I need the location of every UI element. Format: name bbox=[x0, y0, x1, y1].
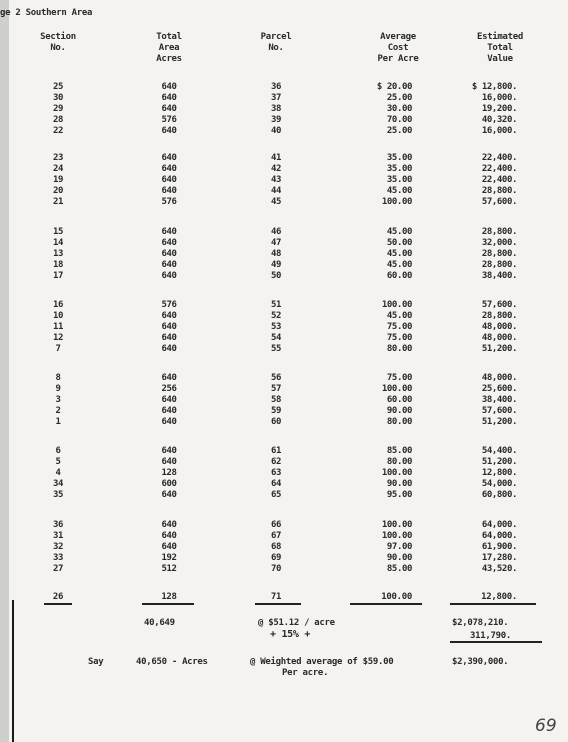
table-cell-cost: 80.00 bbox=[386, 457, 412, 467]
weighted-average-line1: @ Weighted average of $59.00 bbox=[250, 657, 394, 667]
table-cell-parcel: 62 bbox=[270, 457, 282, 467]
last-row-parcel: 71 bbox=[270, 592, 282, 602]
table-cell-parcel: 69 bbox=[270, 553, 282, 563]
table-cell-value: 64,000. bbox=[481, 531, 517, 541]
table-cell-value: 38,400. bbox=[481, 395, 517, 405]
last-row-cost: 100.00 bbox=[381, 592, 412, 602]
table-cell-value: 48,000. bbox=[481, 373, 517, 383]
table-cell-cost: 100.00 bbox=[381, 384, 412, 394]
table-cell-area: 640 bbox=[161, 186, 177, 196]
table-cell-cost: 95.00 bbox=[386, 490, 412, 500]
table-cell-value: 48,000. bbox=[481, 322, 517, 332]
table-cell-cost: 100.00 bbox=[381, 520, 412, 530]
table-cell-section: 13 bbox=[52, 249, 64, 259]
table-cell-parcel: 54 bbox=[270, 333, 282, 343]
table-cell-section: 22 bbox=[52, 126, 64, 136]
table-cell-area: 640 bbox=[161, 93, 177, 103]
table-cell-section: 34 bbox=[52, 479, 64, 489]
table-cell-area: 640 bbox=[161, 271, 177, 281]
header-section-line1: Section bbox=[40, 32, 76, 42]
table-cell-value: 32,000. bbox=[481, 238, 517, 248]
table-cell-parcel: 60 bbox=[270, 417, 282, 427]
table-cell-value: 57,600. bbox=[481, 197, 517, 207]
table-cell-cost: 45.00 bbox=[386, 260, 412, 270]
table-cell-cost: 85.00 bbox=[386, 446, 412, 456]
table-cell-parcel: 41 bbox=[270, 153, 282, 163]
table-cell-section: 12 bbox=[52, 333, 64, 343]
table-cell-section: 5 bbox=[55, 457, 61, 467]
table-cell-area: 640 bbox=[161, 238, 177, 248]
last-row-value: 12,800. bbox=[481, 592, 517, 602]
table-cell-parcel: 61 bbox=[270, 446, 282, 456]
table-cell-parcel: 58 bbox=[270, 395, 282, 405]
table-cell-parcel: 37 bbox=[270, 93, 282, 103]
table-cell-area: 576 bbox=[161, 300, 177, 310]
table-cell-parcel: 48 bbox=[270, 249, 282, 259]
table-cell-cost: 35.00 bbox=[386, 164, 412, 174]
header-value bbox=[468, 32, 532, 65]
table-cell-cost: 60.00 bbox=[386, 395, 412, 405]
table-cell-parcel: 39 bbox=[270, 115, 282, 125]
table-cell-section: 18 bbox=[52, 260, 64, 270]
table-cell-parcel: 63 bbox=[270, 468, 282, 478]
table-cell-parcel: 65 bbox=[270, 490, 282, 500]
table-cell-section: 25 bbox=[52, 82, 64, 92]
table-cell-area: 640 bbox=[161, 406, 177, 416]
table-cell-cost: 45.00 bbox=[386, 249, 412, 259]
table-cell-cost: 70.00 bbox=[386, 115, 412, 125]
table-cell-value: 60,800. bbox=[481, 490, 517, 500]
table-cell-cost: 90.00 bbox=[386, 553, 412, 563]
table-cell-section: 10 bbox=[52, 311, 64, 321]
table-cell-value: 64,000. bbox=[481, 520, 517, 530]
table-cell-cost: 45.00 bbox=[386, 227, 412, 237]
table-cell-value: 57,600. bbox=[481, 300, 517, 310]
table-cell-section: 21 bbox=[52, 197, 64, 207]
table-cell-value: 16,000. bbox=[481, 126, 517, 136]
table-cell-value: 40,320. bbox=[481, 115, 517, 125]
table-cell-area: 640 bbox=[161, 126, 177, 136]
table-cell-cost: 97.00 bbox=[386, 542, 412, 552]
table-cell-parcel: 66 bbox=[270, 520, 282, 530]
table-cell-section: 20 bbox=[52, 186, 64, 196]
underline-area bbox=[142, 603, 194, 605]
header-cost-line3: Per Acre bbox=[377, 54, 419, 64]
table-cell-parcel: 59 bbox=[270, 406, 282, 416]
table-cell-section: 14 bbox=[52, 238, 64, 248]
table-cell-area: 640 bbox=[161, 82, 177, 92]
table-cell-parcel: 47 bbox=[270, 238, 282, 248]
table-cell-value: 16,000. bbox=[481, 93, 517, 103]
table-cell-section: 11 bbox=[52, 322, 64, 332]
table-cell-area: 576 bbox=[161, 115, 177, 125]
table-cell-area: 600 bbox=[161, 479, 177, 489]
table-cell-area: 640 bbox=[161, 490, 177, 500]
table-cell-cost: 90.00 bbox=[386, 406, 412, 416]
table-cell-section: 4 bbox=[55, 468, 61, 478]
header-cost-line1: Average bbox=[380, 32, 416, 42]
table-cell-area: 640 bbox=[161, 417, 177, 427]
table-cell-parcel: 57 bbox=[270, 384, 282, 394]
table-cell-value: 28,800. bbox=[481, 186, 517, 196]
last-row-section: 26 bbox=[52, 592, 64, 602]
table-cell-value: 38,400. bbox=[481, 271, 517, 281]
table-cell-area: 640 bbox=[161, 322, 177, 332]
table-cell-value: 48,000. bbox=[481, 333, 517, 343]
last-row-area: 128 bbox=[161, 592, 177, 602]
table-cell-section: 23 bbox=[52, 153, 64, 163]
table-cell-area: 640 bbox=[161, 227, 177, 237]
table-cell-cost: 45.00 bbox=[386, 311, 412, 321]
table-cell-cost: $ 20.00 bbox=[376, 82, 412, 92]
table-cell-section: 2 bbox=[55, 406, 61, 416]
table-cell-section: 7 bbox=[55, 344, 61, 354]
table-cell-parcel: 67 bbox=[270, 531, 282, 541]
table-cell-parcel: 49 bbox=[270, 260, 282, 270]
table-cell-parcel: 68 bbox=[270, 542, 282, 552]
table-cell-area: 640 bbox=[161, 311, 177, 321]
table-cell-cost: 100.00 bbox=[381, 531, 412, 541]
table-cell-value: 28,800. bbox=[481, 227, 517, 237]
table-cell-cost: 75.00 bbox=[386, 322, 412, 332]
header-parcel-line1: Parcel bbox=[260, 32, 292, 42]
table-cell-cost: 100.00 bbox=[381, 468, 412, 478]
table-cell-section: 3 bbox=[55, 395, 61, 405]
table-cell-area: 640 bbox=[161, 333, 177, 343]
table-cell-section: 27 bbox=[52, 564, 64, 574]
table-cell-section: 9 bbox=[55, 384, 61, 394]
header-value-line2: Total bbox=[487, 43, 513, 53]
table-cell-value: 57,600. bbox=[481, 406, 517, 416]
table-cell-section: 8 bbox=[55, 373, 61, 383]
addition-value: 311,790. bbox=[470, 631, 511, 641]
table-cell-parcel: 44 bbox=[270, 186, 282, 196]
table-cell-parcel: 36 bbox=[270, 82, 282, 92]
table-cell-value: 22,400. bbox=[481, 153, 517, 163]
total-value: $2,078,210. bbox=[452, 618, 509, 628]
table-cell-area: 640 bbox=[161, 175, 177, 185]
average-per-acre: @ $51.12 / acre bbox=[258, 618, 335, 628]
binding-edge bbox=[0, 0, 9, 742]
header-area-line3: Acres bbox=[156, 54, 182, 64]
table-cell-value: 28,800. bbox=[481, 311, 517, 321]
table-cell-value: 17,280. bbox=[481, 553, 517, 563]
table-cell-section: 35 bbox=[52, 490, 64, 500]
table-cell-area: 640 bbox=[161, 395, 177, 405]
table-cell-area: 640 bbox=[161, 542, 177, 552]
table-cell-parcel: 56 bbox=[270, 373, 282, 383]
table-cell-cost: 100.00 bbox=[381, 197, 412, 207]
header-parcel-line2: No. bbox=[268, 43, 284, 53]
header-area-line1: Total bbox=[156, 32, 182, 42]
page-title: ge 2 Southern Area bbox=[0, 8, 93, 18]
table-cell-cost: 35.00 bbox=[386, 153, 412, 163]
table-cell-area: 640 bbox=[161, 520, 177, 530]
header-area-line2: Area bbox=[158, 43, 180, 53]
table-cell-value: 43,520. bbox=[481, 564, 517, 574]
table-cell-area: 640 bbox=[161, 344, 177, 354]
header-cost-line2: Cost bbox=[387, 43, 409, 53]
table-cell-value: 54,000. bbox=[481, 479, 517, 489]
table-cell-cost: 60.00 bbox=[386, 271, 412, 281]
table-cell-cost: 30.00 bbox=[386, 104, 412, 114]
weighted-average-line2: Per acre. bbox=[282, 668, 329, 678]
underline-section bbox=[44, 603, 72, 605]
table-cell-parcel: 40 bbox=[270, 126, 282, 136]
table-cell-section: 33 bbox=[52, 553, 64, 563]
table-cell-value: 51,200. bbox=[481, 344, 517, 354]
table-cell-section: 16 bbox=[52, 300, 64, 310]
table-cell-area: 640 bbox=[161, 457, 177, 467]
table-cell-parcel: 46 bbox=[270, 227, 282, 237]
summary-value: $2,390,000. bbox=[452, 657, 509, 667]
header-value-line1: Estimated bbox=[476, 32, 524, 42]
table-cell-area: 640 bbox=[161, 446, 177, 456]
table-cell-value: 19,200. bbox=[481, 104, 517, 114]
table-cell-parcel: 45 bbox=[270, 197, 282, 207]
table-cell-area: 576 bbox=[161, 197, 177, 207]
header-parcel bbox=[256, 32, 296, 54]
table-cell-area: 192 bbox=[161, 553, 177, 563]
table-cell-area: 128 bbox=[161, 468, 177, 478]
table-cell-parcel: 52 bbox=[270, 311, 282, 321]
table-cell-cost: 80.00 bbox=[386, 344, 412, 354]
table-cell-area: 640 bbox=[161, 164, 177, 174]
table-cell-value: 22,400. bbox=[481, 164, 517, 174]
table-cell-parcel: 55 bbox=[270, 344, 282, 354]
table-cell-parcel: 38 bbox=[270, 104, 282, 114]
header-value-line3: Value bbox=[487, 54, 513, 64]
table-cell-area: 640 bbox=[161, 531, 177, 541]
table-cell-cost: 25.00 bbox=[386, 93, 412, 103]
summary-area: 40,650 - Acres bbox=[136, 657, 208, 667]
table-cell-section: 36 bbox=[52, 520, 64, 530]
table-cell-section: 32 bbox=[52, 542, 64, 552]
table-cell-cost: 100.00 bbox=[381, 300, 412, 310]
header-section bbox=[40, 32, 76, 54]
table-cell-area: 640 bbox=[161, 260, 177, 270]
table-cell-value: 22,400. bbox=[481, 175, 517, 185]
say-label: Say bbox=[88, 657, 104, 667]
table-cell-area: 640 bbox=[161, 249, 177, 259]
total-area: 40,649 bbox=[144, 618, 175, 628]
table-cell-cost: 90.00 bbox=[386, 479, 412, 489]
table-cell-value: 12,800. bbox=[481, 468, 517, 478]
table-cell-section: 6 bbox=[55, 446, 61, 456]
table-cell-value: 51,200. bbox=[481, 457, 517, 467]
table-cell-parcel: 50 bbox=[270, 271, 282, 281]
table-cell-cost: 50.00 bbox=[386, 238, 412, 248]
header-section-line2: No. bbox=[50, 43, 66, 53]
underline-parcel bbox=[255, 603, 301, 605]
table-cell-cost: 45.00 bbox=[386, 186, 412, 196]
binding-mark bbox=[12, 600, 14, 742]
table-cell-section: 30 bbox=[52, 93, 64, 103]
plus-percent: + 15% + bbox=[270, 629, 311, 640]
table-cell-area: 256 bbox=[161, 384, 177, 394]
table-cell-area: 640 bbox=[161, 104, 177, 114]
table-cell-value: 54,400. bbox=[481, 446, 517, 456]
table-cell-parcel: 53 bbox=[270, 322, 282, 332]
table-cell-cost: 80.00 bbox=[386, 417, 412, 427]
table-cell-parcel: 51 bbox=[270, 300, 282, 310]
table-cell-section: 17 bbox=[52, 271, 64, 281]
table-cell-parcel: 64 bbox=[270, 479, 282, 489]
table-cell-section: 24 bbox=[52, 164, 64, 174]
table-cell-cost: 25.00 bbox=[386, 126, 412, 136]
table-cell-cost: 75.00 bbox=[386, 373, 412, 383]
underline-cost bbox=[350, 603, 422, 605]
page-number: 69 bbox=[535, 716, 557, 736]
header-cost bbox=[366, 32, 430, 65]
table-cell-area: 512 bbox=[161, 564, 177, 574]
table-cell-value: 25,600. bbox=[481, 384, 517, 394]
table-cell-parcel: 42 bbox=[270, 164, 282, 174]
table-cell-value: $ 12,800. bbox=[471, 82, 517, 92]
table-cell-area: 640 bbox=[161, 373, 177, 383]
table-cell-cost: 75.00 bbox=[386, 333, 412, 343]
underline-addition bbox=[450, 641, 542, 643]
underline-value bbox=[450, 603, 536, 605]
header-area bbox=[150, 32, 188, 65]
table-cell-parcel: 70 bbox=[270, 564, 282, 574]
table-cell-value: 28,800. bbox=[481, 260, 517, 270]
table-cell-value: 51,200. bbox=[481, 417, 517, 427]
table-cell-cost: 35.00 bbox=[386, 175, 412, 185]
table-cell-area: 640 bbox=[161, 153, 177, 163]
table-cell-value: 28,800. bbox=[481, 249, 517, 259]
table-cell-cost: 85.00 bbox=[386, 564, 412, 574]
table-cell-section: 1 bbox=[55, 417, 61, 427]
table-cell-section: 29 bbox=[52, 104, 64, 114]
table-cell-section: 19 bbox=[52, 175, 64, 185]
table-cell-section: 15 bbox=[52, 227, 64, 237]
table-cell-parcel: 43 bbox=[270, 175, 282, 185]
table-cell-section: 31 bbox=[52, 531, 64, 541]
table-cell-section: 28 bbox=[52, 115, 64, 125]
table-cell-value: 61,900. bbox=[481, 542, 517, 552]
